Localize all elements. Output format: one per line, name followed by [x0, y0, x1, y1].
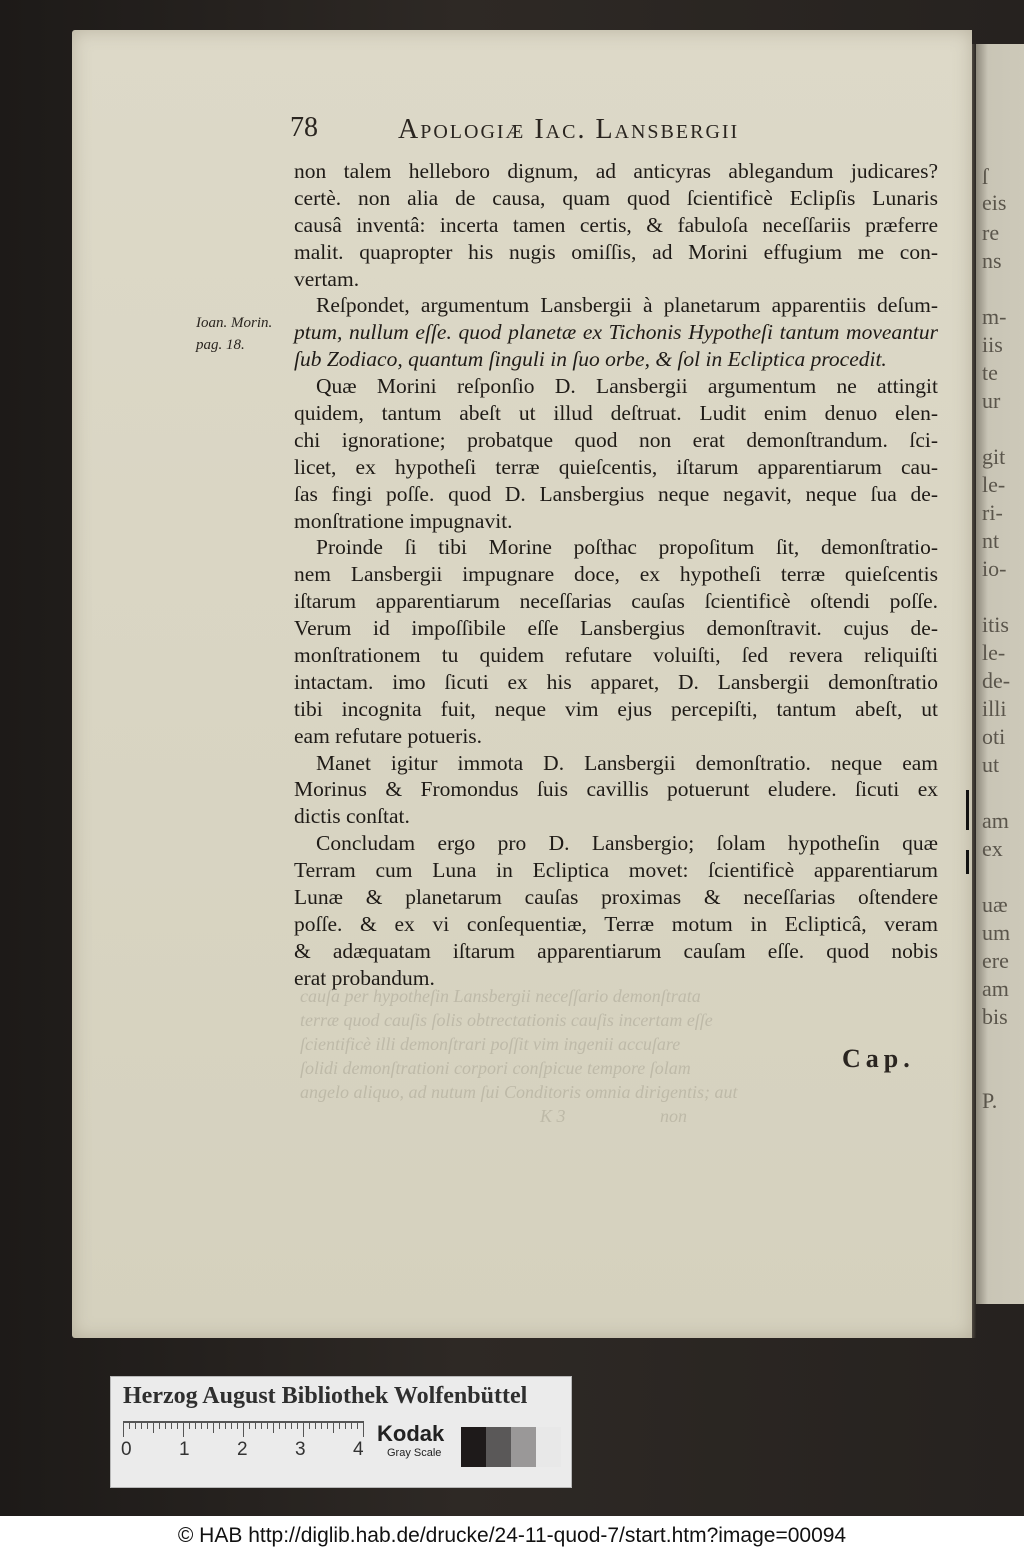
margin-note-line: pag. 18. — [196, 337, 245, 353]
text-line: Verum id impoſſibile eſſe Lansbergius demonſtravit. cujus de- — [294, 616, 938, 641]
ruler-tick — [363, 1421, 364, 1437]
text-line: & adæquatam iſtarum apparentiarum cauſam eſſe. quod nobis — [294, 938, 938, 963]
ruler-tick — [201, 1421, 202, 1429]
ruler-tick — [189, 1421, 190, 1429]
text-line: Terram cum Luna in Ecliptica movet: ſcientificè apparentiarum — [294, 858, 938, 883]
text-line: tibi incognita fuit, neque vim ejus percepiſti, tantum abeſt, ut — [294, 696, 938, 721]
ruler-tick — [321, 1421, 322, 1429]
ruler-tick — [135, 1421, 136, 1429]
ruler-tick — [261, 1421, 262, 1429]
color-reference-card — [110, 1376, 572, 1488]
ruler-tick — [225, 1421, 226, 1429]
ruler-tick — [147, 1421, 148, 1429]
text-line: Lunæ & planetarum cauſas proximas & neceſſarias oſtendere — [294, 885, 938, 910]
ruler-tick — [291, 1421, 292, 1429]
running-title: Apologiæ Iac. Lansbergii — [398, 114, 740, 145]
ruler-label: 4 — [353, 1439, 364, 1460]
ruler-tick — [213, 1421, 214, 1433]
ruler-label: 3 — [295, 1439, 306, 1460]
text-line: monſtrationem tu quidem refutare voluiſti, ſed revera reliquiſti — [294, 643, 938, 668]
text-line: Quæ Morini reſponſio D. Lansbergii argumentum ne attingit — [316, 374, 938, 399]
ruler-tick — [123, 1421, 124, 1437]
ruler-tick — [129, 1421, 130, 1429]
ruler-tick — [267, 1421, 268, 1429]
text-line: Manet igitur immota D. Lansbergii demonſtratio. neque eam — [316, 750, 938, 775]
text-line: Concludam ergo pro D. Lansbergio; ſolam hypotheſin quæ — [316, 831, 938, 856]
ruler-tick — [219, 1421, 220, 1429]
text-line: iſtarum apparentiarum neceſſarias cauſas ſcientificè oſtendi poſſe. — [294, 589, 938, 614]
text-line: nem Lansbergii impugnare doce, ex hypotheſi terræ quieſcentis — [294, 562, 938, 587]
ruler-tick — [303, 1421, 304, 1437]
ruler-tick — [309, 1421, 310, 1429]
ruler-tick — [345, 1421, 346, 1429]
library-name: Herzog August Bibliothek Wolfenbüttel — [123, 1383, 528, 1409]
text-line: non talem helleboro dignum, ad anticyras ablegandum judicares? — [294, 159, 938, 183]
text-line: monſtratione impugnavit. — [294, 508, 513, 533]
gray-swatch — [511, 1427, 536, 1467]
ruler-tick — [297, 1421, 298, 1429]
edge-mark — [966, 790, 969, 830]
page-header — [290, 112, 880, 152]
ruler-tick — [165, 1421, 166, 1429]
scale-ruler — [123, 1421, 373, 1461]
text-line: poſſe. & ex vi conſequentiæ, Terræ motum in Eclipticâ, veram — [294, 911, 938, 936]
text-line: ſub Zodiaco, quantum ſinguli in ſuo orbe, & ſol in Ecliptica procedit. — [294, 347, 887, 372]
text-line: erat probandum. — [294, 965, 435, 990]
text-line: certè. non alia de causa, quam quod ſcientificè Eclipſis Lunaris — [294, 185, 938, 210]
ruler-tick — [153, 1421, 154, 1433]
ruler-tick — [195, 1421, 196, 1429]
text-line: intactam. imo ſicuti ex his apparet, D. Lansbergii demonſtratio — [294, 669, 938, 694]
ruler-tick — [255, 1421, 256, 1429]
text-line: Morinus & Fromondus ſuis cavillis potuerunt eludere. ſicuti ex — [294, 777, 938, 802]
ruler-tick — [231, 1421, 232, 1429]
text-line: eam refutare potueris. — [294, 723, 483, 748]
edge-mark — [966, 850, 969, 874]
ruler-tick — [243, 1421, 244, 1437]
ruler-tick — [249, 1421, 250, 1429]
ruler-tick — [159, 1421, 160, 1429]
gray-swatch — [536, 1427, 561, 1467]
text-line: chi ignoratione; probatque quod non erat demonſtrandum. ſci- — [294, 427, 938, 452]
adjacent-page-edge: ſ eis re ns m- iis te ur git le- ri- nt io- itis le- de- illi oti ut am ex uæ um ere am bis P. — [976, 44, 1024, 1304]
ruler-tick — [357, 1421, 358, 1429]
ruler-tick — [327, 1421, 328, 1429]
catchword: Cap. — [842, 1044, 915, 1073]
body-text — [294, 158, 938, 992]
page-number: 78 — [290, 112, 318, 143]
text-line: Reſpondet, argumentum Lansbergii à planetarum apparentiis deſum- — [316, 293, 938, 318]
gray-scale-swatches — [461, 1427, 561, 1467]
ruler-tick — [279, 1421, 280, 1429]
ruler-tick — [339, 1421, 340, 1429]
ruler-tick — [177, 1421, 178, 1429]
margin-note — [196, 312, 292, 356]
text-line: malit. quapropter his nugis omiſſis, ad Morini effugium me con- — [294, 239, 938, 264]
gray-swatch — [461, 1427, 486, 1467]
ruler-tick — [285, 1421, 286, 1429]
kodak-logo: Kodak — [377, 1421, 445, 1446]
text-line: quidem, tantum abeſt ut illud deſtruat. Ludit enim denuo elen- — [294, 401, 938, 426]
text-line: ſas fingi poſſe. quod D. Lansbergius neque negavit, neque ſua de- — [294, 481, 938, 506]
text-line: ptum, nullum eſſe. quod planetæ ex Tichonis Hypotheſi tantum moveantur — [294, 320, 938, 345]
copyright-footer: © HAB http://diglib.hab.de/drucke/24-11-quod-7/start.htm?image=00094 — [0, 1516, 1024, 1556]
text-line: dictis conſtat. — [294, 804, 410, 829]
text-line: Proinde ſi tibi Morine poſthac propoſitum ſit, demonſtratio- — [316, 535, 938, 560]
show-through-text: cauſa per hypotheſin Lansbergii neceſſario demonſtrata terræ quod cauſis ſolis obtrectationis cauſis incertam eſſe ſcientificè illi demonſtrari poſſit vim ingenii accuſare ſolidi demonſtrationi corpori conſpicue tempore ſolam angelo aliquo, ad nutum ſui Conditoris omnia dirigentis; aut K 3 non — [300, 986, 738, 1126]
ruler-tick — [315, 1421, 316, 1429]
text-line: causâ inventâ: incerta tamen certis, & fabuloſa neceſſariis præferre — [294, 212, 938, 237]
margin-note-line: Ioan. Morin. — [196, 315, 273, 331]
ruler-label: 2 — [237, 1439, 248, 1460]
ruler-tick — [183, 1421, 184, 1437]
text-line: vertam. — [294, 266, 360, 291]
text-line: licet, ex hypotheſi terræ quieſcentis, iſtarum apparentiarum cau- — [294, 454, 938, 479]
ruler-tick — [351, 1421, 352, 1429]
ruler-tick — [237, 1421, 238, 1429]
ruler-tick — [207, 1421, 208, 1429]
ruler-label: 1 — [179, 1439, 190, 1460]
gray-swatch — [486, 1427, 511, 1467]
ruler-tick — [171, 1421, 172, 1429]
ruler-label: 0 — [121, 1439, 132, 1460]
ruler-tick — [333, 1421, 334, 1433]
ruler-tick — [141, 1421, 142, 1429]
gray-scale-label: Gray Scale — [387, 1447, 442, 1459]
ruler-tick — [273, 1421, 274, 1433]
